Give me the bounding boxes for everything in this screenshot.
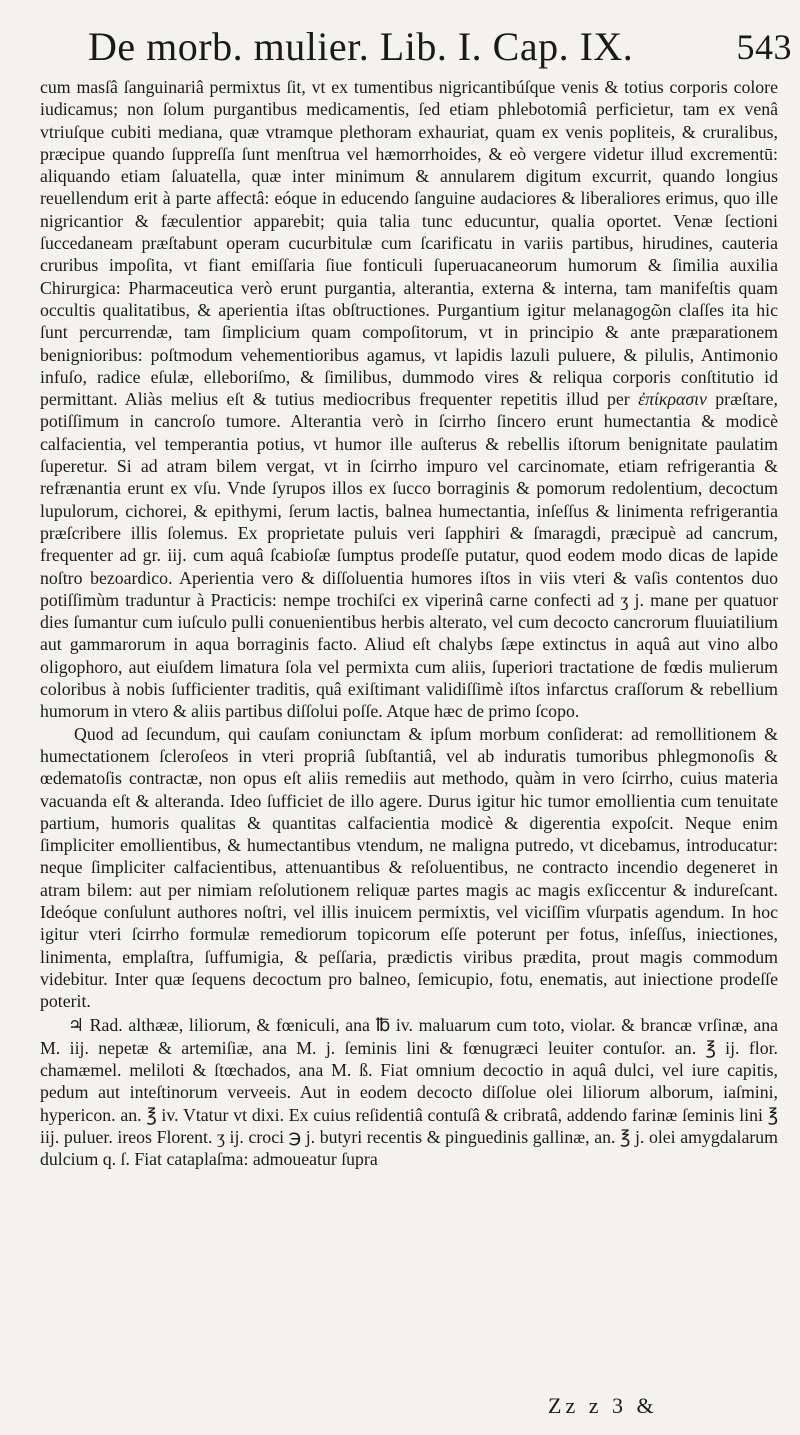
page-number: 543 [736,27,792,67]
running-header [88,22,792,72]
recipe-paragraph: ♃ Rad. althææ, liliorum, & fœniculi, ana ℔ iv. maluarum cum toto, violar. & brancæ vrſinæ, ana M. iij. nepetæ & artemiſiæ, ana M. j. ſeminis lini & fœnugræci leuiter contuſor. an. ℥ ij. flor. chamæmel. meliloti & ſtœchados, ana M. ß. Fiat omnium decoctio in aquâ dulci, vel iure capitis, pedum aut inteſtinorum verveeis. Aut in eodem decocto diſſolue olei liliorum alborum, iaſmini, hypericon. an. ℥ iv. Vtatur vt dixi. Ex cuius reſidentiâ contuſâ & cribratâ, addendo farinæ ſeminis lini ℥ iij. puluer. ireos Florent. ʒ ij. croci ℈ j. butyri recentis & pinguedinis gallinæ, an. ℥ j. olei amygdalarum dulcium q. ſ. Fiat cataplaſma: admoueatur ſupra [40,1015,778,1170]
paragraph-first [40,76,778,723]
main-text [40,76,778,1171]
paragraph-second: Quod ad ſecundum, qui cauſam coniunctam & ipſum morbum conſiderat: ad remollitionem & humectationem ſcleroſeos in vteri propriâ ſubſtantiâ, vel ab induratis tumoribus phlegmonoſis & œdematoſis contractæ, non opus eſt aliis remediis aut methodo, quàm in vero ſcirrho, cuius materia vacuanda eſt & alteranda. Ideo ſufficiet de illo agere. Durus igitur hic tumor emollientia cum tenuitate partium, humoris qualitas & quantitas calfacientia modicè & digerentia expoſcit. Neque enim ſimpliciter emollientibus, & humectantibus vtendum, ne maligna putredo, vt dicebamus, introducatur: neque ſimpliciter calfacientibus, attenuantibus & reſoluentibus, ne contracto incendio degeneret in atram bilem: aut per nimiam reſolutionem reliquæ partes magis ac magis exſiccentur & indureſcant. Ideóque conſulunt authores noſtri, vel illis inuicem permixtis, vel viciſſim vſurpatis agendum. In hoc igitur vteri ſcirrho formulæ remediorum topicorum eſſe poterunt per fotus, inſeſſus, iniectiones, linimenta, emplaſtra, ſuffumigia, & peſſaria, prædictis viribus prædita, prout magis commodum videbitur. Inter quæ ſequens decoctum pro balneo, ſemicupio, fotu, enematis, aut iniectione prodeſſe poterit. [40,723,778,1012]
catchword: & [636,1393,658,1418]
paragraph-text: præſtare, potiſſimum in cancroſo tumore. Alterantia verò in ſcirrho ſincero erunt humectantia & modicè calfacientia, vel temperantia potius, vt humor ille auſterus & rebellis iſtorum benignitate paulatim ſuperetur. Si ad atram bilem vergat, vt in ſcirrho impuro vel carcinomate, etiam refrigerantia & refrænantia erunt ex vſu. Vnde ſyrupos illos ex ſucco borraginis & pomorum redolentium, decoctum lupulorum, cichorei, & epithymi, ſerum lactis, balnea humectantia, inſeſſus & linimenta refrigerantia præſcribere illis ſolemus. Ex proprietate puluis veri ſapphiri & ſmaragdi, præcipuè ad cancrum, frequenter ad gr. iij. cum aquâ ſcabioſæ ſumptus prodeſſe putatur, quod eodem modo dicas de lapide noſtro bezoardico. Aperientia vero & diſſoluentia humores iſtos in viis vteri & vaſis contentos duo potiſſimùm traduntur à Practicis: nempe trochiſci ex viperinâ carne confecti ad ʒ j. mane per quatuor dies ſumantur cum iuſculo pulli conuenientibus herbis alterato, vel cum decocto cancrorum fluuiatilium aut gammarorum in aqua borraginis facto. Aliud eſt chalybs ſæpe extinctus in aquâ aut vino albo oligophoro, aut eiuſdem limatura ſola vel permixta cum aliis, ſuperiori tractatione de fœdis mulierum coloribus à nobis ſufficienter traditis, quâ exiſtimant validiſſimè iſtos infarctus craſſorum & rebellium humorum in vtero & aliis partibus diſſolui poſſe. Atque hæc de primo ſcopo. [40,389,778,722]
page-footer [548,1393,658,1419]
signature-mark: Zz z 3 [548,1393,627,1418]
greek-term: ἐπίκρασιν [638,389,707,410]
paragraph-text: cum masſâ ſanguinariâ permixtus ſit, vt ex tumentibus nigricantibúſque venis & totius corporis colore iudicamus; non ſolum purgantibus medicamentis, ſed etiam phlebotomiâ perficietur, tam ex venâ vtriuſque cubiti mediana, quæ vtramque plethoram exhauriat, quam ex venis popliteis, & cruralibus, præcipue quando ſuppreſſa ſunt menſtrua vel hæmorrhoides, & eò vergere videtur illud excrementū: aliquando etiam ſaluatella, quæ inter minimum & annularem digitum excurrit, quando longius reuellendum erit à parte affectâ: eóque in educendo ſanguine audaciores & liberaliores erimus, quo ille nigricantior & fæculentior apparebit; quia talia tunc educuntur, qualia oportet. Venæ ſectioni ſuccedaneam præſtabunt operam cucurbitulæ cum ſcarificatu in variis partibus, hirudines, cauteria cruribus impoſita, vt fiant emiſſaria ſiue fonticuli ſuperuacaneorum humorum & ſimilia auxilia Chirurgica: Pharmaceutica verò erunt purgantia, alterantia, externa & interna, tam manifeſtis quam occultis qualitatibus, & aperientia iſtas obſtructiones. Purgantium igitur melanagogῶn claſſes ita hic ſunt percurrendæ, tam ſimplicium quam compoſitorum, vt in principio & ante præparationem benignioribus: poſtmodum vehementioribus agamus, vt lapidis lazuli puluere, & pilulis, Antimonio infuſo, radice eſulæ, elleboriſmo, & ſimilibus, dummodo vires & reliqua corporis conſtitutio id permittant. Aliàs melius eſt & tutius mediocribus frequenter repetitis illud per [40,77,778,410]
running-title: De morb. mulier. Lib. I. Cap. IX. [88,24,634,69]
